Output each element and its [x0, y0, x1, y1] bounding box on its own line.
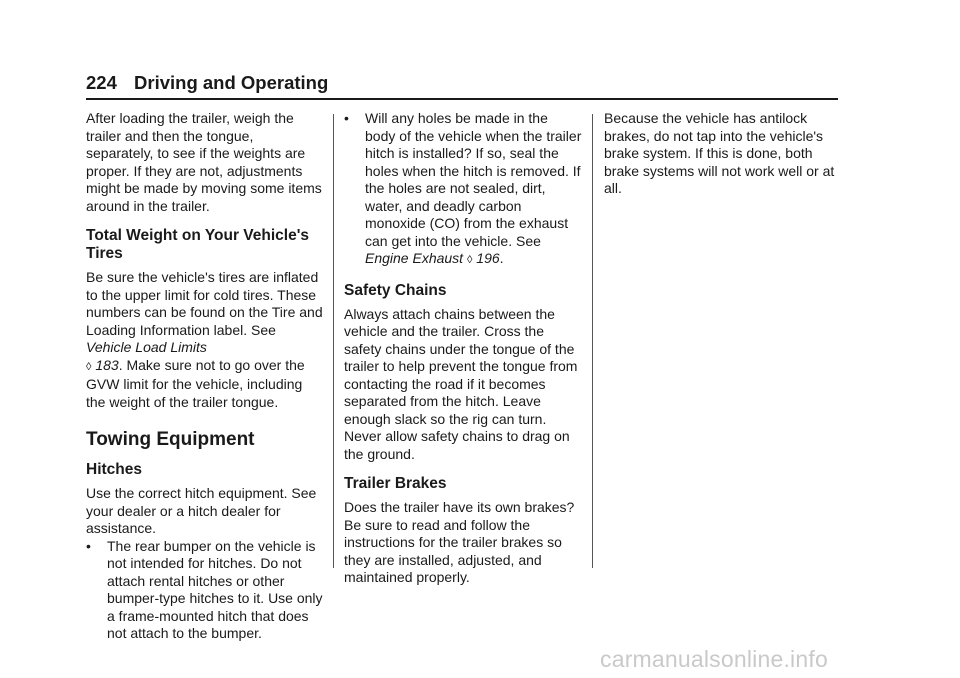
heading-trailer-brakes: Trailer Brakes [344, 475, 447, 492]
bullet-holes [344, 110, 582, 270]
paragraph-trailer-brakes: Does the trailer have its own brakes? Be sure to read and follow the instructions for the trailer brakes so they are installed, adjusted, and maintained properly. [344, 499, 575, 585]
watermark: carmanualsonline.info [600, 646, 828, 672]
heading-total-weight: Total Weight on Your Vehicle's Tires [86, 227, 310, 262]
bullet-rear-bumper [86, 538, 324, 643]
column-divider-2 [592, 114, 593, 568]
tires-text-a: Be sure the vehicle's tires are inflated to the upper limit for cold tires. These numbers can be found on the Tire and Loading Information label. See [86, 269, 323, 338]
link-engine-exhaust[interactable]: Engine Exhaust [365, 250, 464, 266]
heading-towing-equipment: Towing Equipment [86, 429, 255, 450]
column-1 [86, 110, 324, 643]
link-vehicle-load-limits[interactable]: Vehicle Load Limits [86, 339, 207, 355]
page-reference-arrow-icon: ◊ [86, 360, 92, 373]
paragraph-antilock-brakes: Because the vehicle has antilock brakes, do not tap into the vehicle's brake system. If this is done, both brake systems will not work well or at all. [604, 110, 835, 196]
bullet-holes-text: Will any holes be made in the body of the vehicle when the trailer hitch is installed? If so, seal the holes when the hitch is removed. If the holes are not sealed, dirt, water, and deadly carbon monoxide (CO) from the exhaust can get into the vehicle. See [365, 110, 582, 249]
page-ref-196[interactable]: 196 [476, 250, 500, 266]
column-divider-1 [333, 114, 334, 568]
heading-safety-chains: Safety Chains [344, 281, 447, 299]
page-header [86, 72, 328, 94]
column-3 [604, 110, 838, 198]
paragraph-hitches: Use the correct hitch equipment. See your dealer or a hitch dealer for assistance. [86, 485, 317, 536]
header-rule [86, 98, 838, 100]
heading-hitches: Hitches [86, 461, 142, 478]
bullet-icon: • [344, 110, 349, 126]
page-ref-183[interactable]: 183 [95, 356, 119, 373]
paragraph-tires [86, 269, 324, 411]
section-title: Driving and Operating [134, 72, 329, 93]
bullet-rear-bumper-text: The rear bumper on the vehicle is not intended for hitches. Do not attach rental hitches or other bumper-type hitches to it. Use only a frame-mounted hitch that does not attach to the bumper. [107, 537, 323, 641]
paragraph-safety-chains: Always attach chains between the vehicle and the trailer. Cross the safety chains under the tongue of the trailer to help prevent the tongue from contacting the road if it becomes separated from the hitch. Leave enough slack so the rig can turn. Never allow safety chains to drag on the ground. [344, 305, 578, 462]
paragraph-weigh-trailer: After loading the trailer, weigh the trailer and then the tongue, separately, to see if the weights are proper. If they are not, adjustments might be made by moving some items around in the trailer. [86, 110, 322, 214]
column-2 [344, 110, 582, 587]
bullet-icon: • [86, 537, 91, 554]
bullet-holes-end: . [499, 250, 504, 266]
page-reference-arrow-icon: ◊ [466, 254, 473, 266]
page-number: 224 [86, 72, 117, 93]
tires-text-b: . Make sure not to go over the GVW limit for the vehicle, including the weight of the trailer tongue. [86, 356, 305, 410]
